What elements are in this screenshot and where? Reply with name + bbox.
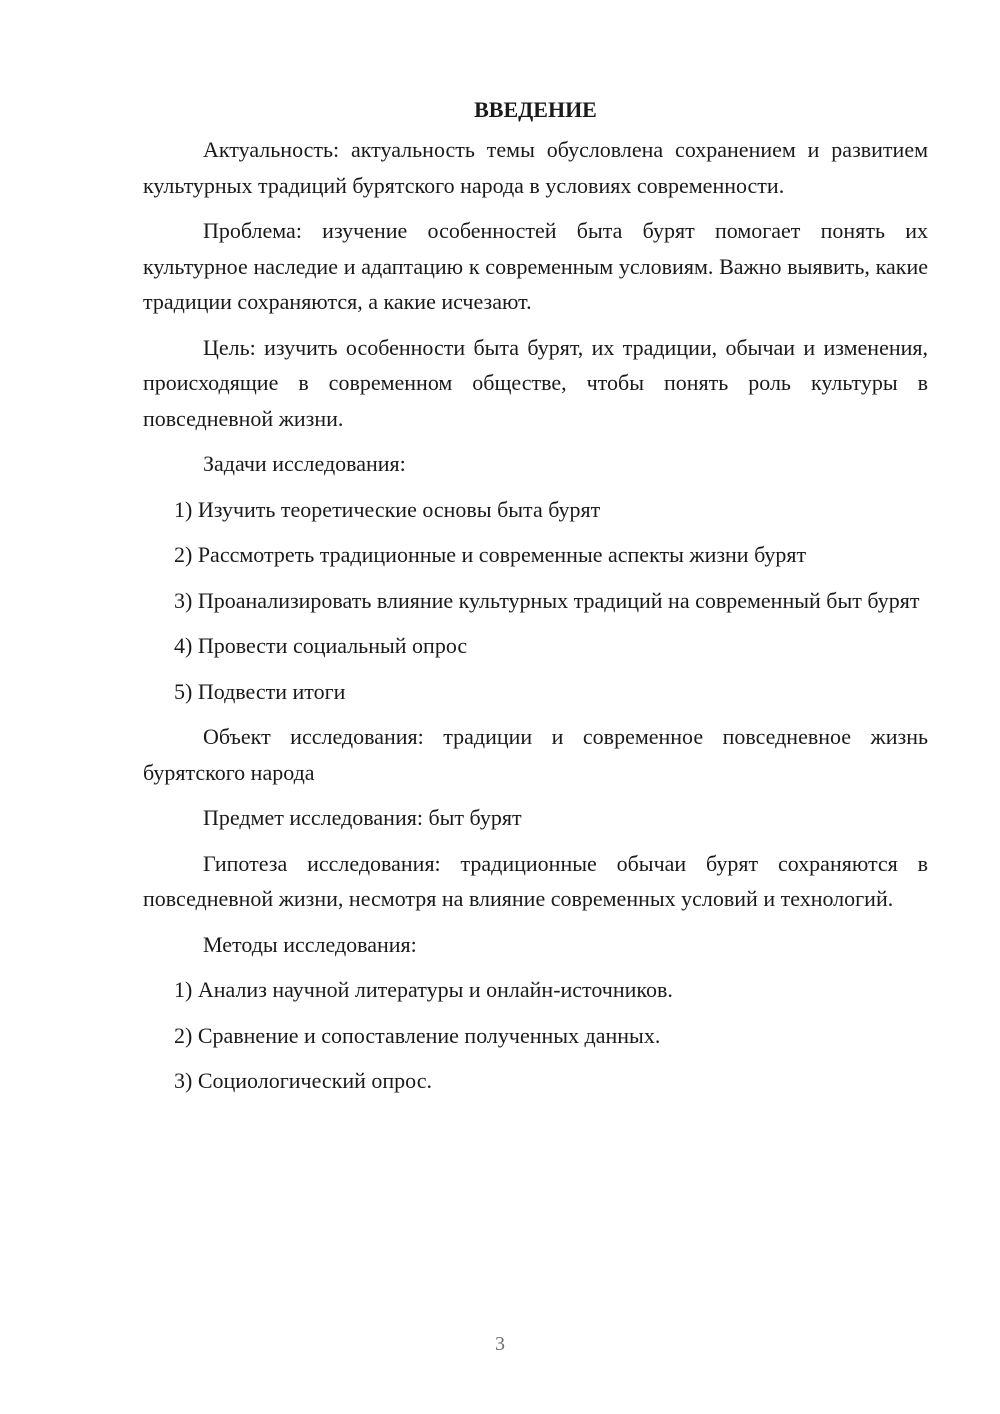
list-item-task-2: 2) Рассмотреть традиционные и современные аспекты жизни бурят — [174, 542, 807, 567]
list-item-task-5: 5) Подвести итоги — [174, 678, 346, 704]
list-item-task-3: 3) Проанализировать влияние культурных традиций на современный быт бурят — [174, 587, 920, 613]
list-item-task-1: 1) Изучить теоретические основы быта бурят — [174, 496, 601, 522]
paragraph-relevance: Актуальность: актуальность темы обусловлена сохранением и развитием культурных традиций бурятского народа в условиях современности. — [143, 137, 928, 198]
paragraph-problem: Проблема: изучение особенностей быта бурят помогает понять их культурное наследие и адаптацию к современным условиям. Важно выявить, какие традиции сохраняются, а какие исчезают. — [143, 218, 928, 314]
list-item-task-4: 4) Провести социальный опрос — [174, 633, 468, 658]
list-item-method-3: 3) Социологический опрос. — [174, 1068, 432, 1093]
paragraph-subject: Предмет исследования: быт бурят — [203, 805, 522, 830]
paragraph-tasks-title: Задачи исследования: — [203, 451, 406, 476]
paragraph-goal: Цель: изучить особенности быта бурят, их традиции, обычаи и изменения, происходящие в современном обществе, чтобы понять роль культуры в повседневной жизни. — [143, 334, 928, 431]
tasks-list — [143, 492, 928, 710]
document-page — [143, 92, 928, 1109]
list-item-method-2: 2) Сравнение и сопоставление полученных данных. — [174, 1022, 661, 1048]
methods-list — [143, 972, 928, 1099]
section-heading: ВВЕДЕНИЕ — [474, 97, 597, 122]
paragraph-methods-title: Методы исследования: — [203, 931, 417, 957]
paragraph-hypothesis: Гипотеза исследования: традиционные обычаи бурят сохраняются в повседневной жизни, несмотря на влияние современных условий и технологий. — [143, 850, 928, 911]
paragraph-object: Объект исследования: традиции и современное повседневное жизнь бурятского народа — [143, 724, 928, 785]
page-number: 3 — [495, 1333, 505, 1355]
list-item-method-1: 1) Анализ научной литературы и онлайн-источников. — [174, 977, 673, 1002]
